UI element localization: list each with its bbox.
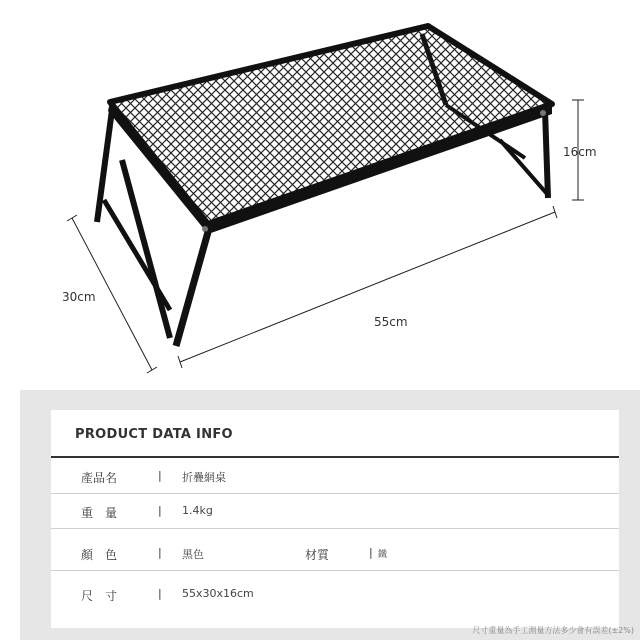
spec-row-color <box>51 537 619 571</box>
spec-label: 尺 寸 <box>81 589 118 603</box>
spec-row-name <box>51 460 619 494</box>
spec-label: 重 量 <box>81 506 118 520</box>
spec-separator: | <box>158 587 162 600</box>
spec-row-size <box>51 578 619 611</box>
product-info-title: PRODUCT DATA INFO <box>75 427 233 442</box>
spec-value: 1.4kg <box>182 504 213 517</box>
spec-separator: | <box>158 504 162 517</box>
spec-value-material: 鐵 <box>378 550 388 560</box>
measurement-note: 尺寸重量為手工測量方法多少會有誤差(±2%) <box>472 626 634 635</box>
title-divider <box>51 456 619 458</box>
spec-label: 產品名 <box>81 471 118 485</box>
spec-separator: | <box>158 469 162 482</box>
spec-row-weight <box>51 495 619 529</box>
spec-value: 折疊網桌 <box>182 471 226 484</box>
height-dimension-label: 16cm <box>563 145 597 159</box>
width-dimension-label: 55cm <box>374 315 408 329</box>
depth-dimension-label: 30cm <box>62 290 96 304</box>
spec-label: 顏 色 <box>81 548 118 562</box>
spec-separator: | <box>369 546 373 559</box>
product-info-panel <box>20 390 640 640</box>
spec-separator: | <box>158 546 162 559</box>
product-info-card <box>51 410 619 628</box>
spec-value: 黑色 <box>182 548 204 561</box>
mesh-tabletop <box>108 26 552 234</box>
spec-label-material: 材質 <box>305 548 330 562</box>
spec-value: 55x30x16cm <box>182 587 254 600</box>
